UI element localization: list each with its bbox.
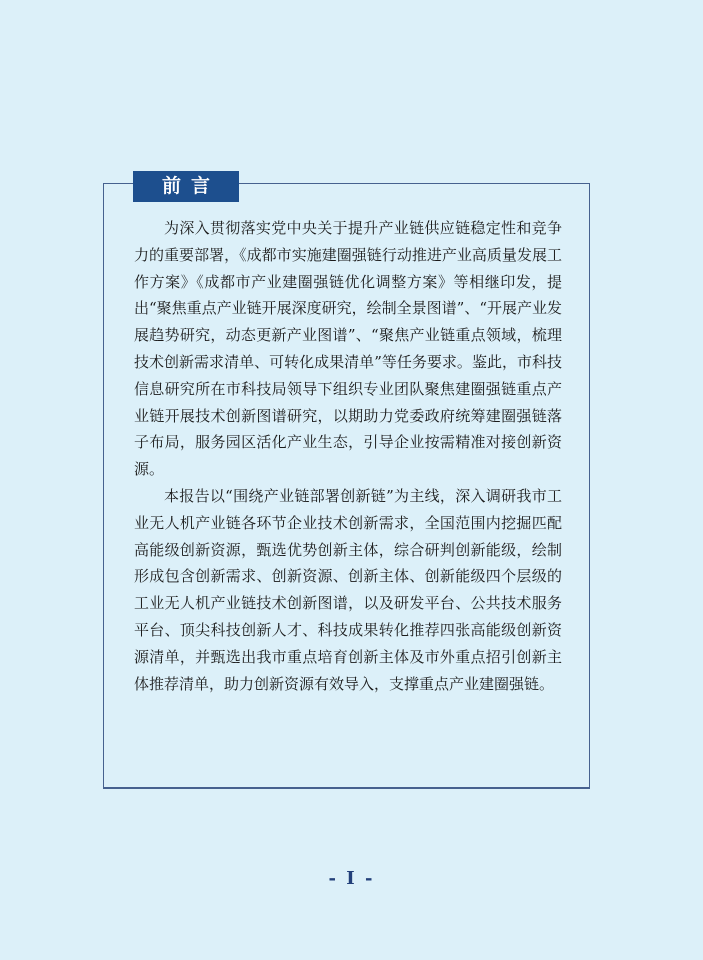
section-title: 前言 [133,171,239,202]
paragraph: 为深入贯彻落实党中央关于提升产业链供应链稳定性和竞争力的重要部署，《成都市实施建圈强链行动推进产业高质量发展工作方案》《成都市产业建圈强链优化调整方案》等相继印发，提出“聚焦重点产业链开展深度研究，绘制全景图谱”、“开展产业发展趋势研究，动态更新产业图谱”、“聚焦产业链重点领域，梳理技术创新需求清单、可转化成果清单”等任务要求。鉴此，市科技信息研究所在市科技局领导下组织专业团队聚焦建圈强链重点产业链开展技术创新图谱研究，以期助力党委政府统筹建圈强链落子布局，服务园区活化产业生态，引导企业按需精准对接创新资源。 [134,219,563,479]
paragraph: 本报告以“围绕产业链部署创新链”为主线，深入调研我市工业无人机产业链各环节企业技术创新需求，全国范围内挖掘匹配高能级创新资源，甄选优势创新主体，综合研判创新能级，绘制形成包含创新需求、创新资源、创新主体、创新能级四个层级的工业无人机产业链技术创新图谱，以及研发平台、公共技术服务平台、顶尖科技创新人才、科技成果转化推荐四张高能级创新资源清单，并甄选出我市重点培育创新主体及市外重点招引创新主体推荐清单，助力创新资源有效导入，支撑重点产业建圈强链。 [134,486,562,693]
preface-body [134,215,562,697]
page-number: - I - [328,868,375,889]
